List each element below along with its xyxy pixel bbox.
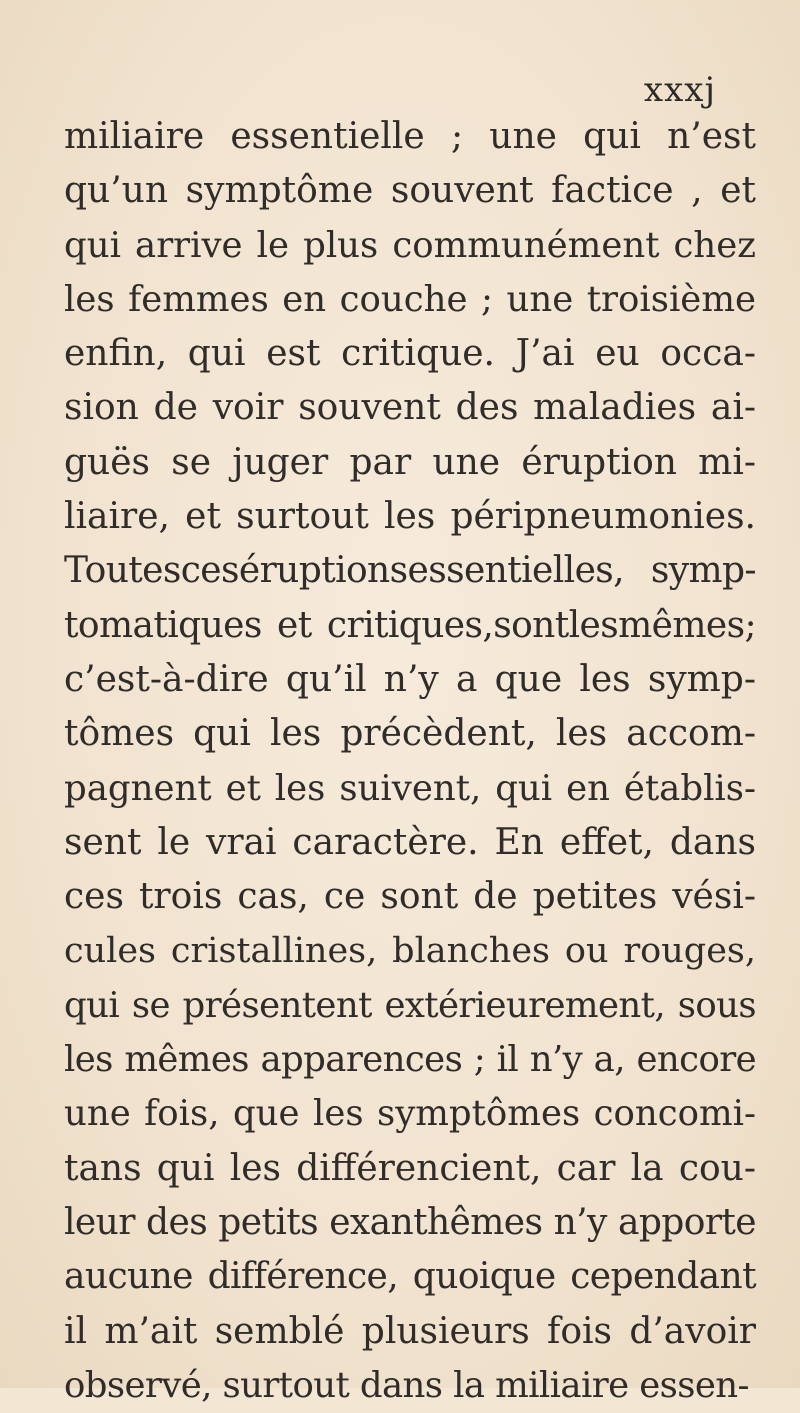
text-line: miliaire essentielle ; une qui n’est [64, 116, 756, 157]
text-line: tans qui les différencient, car la cou- [64, 1147, 756, 1189]
text-line: qu’un symptôme souvent factice , et [64, 170, 756, 212]
text-line: qui se présentent extérieurement, sous [64, 984, 756, 1026]
text-line: Toutesceséruptionsessentielles, symp- [64, 550, 756, 592]
text-line: sion de voir souvent des maladies ai- [64, 387, 756, 429]
text-line: c’est-à-dire qu’il n’y a que les symp- [64, 658, 756, 700]
text-line: enfin, qui est critique. J’ai eu occa- [64, 333, 756, 375]
text-line: tomatiques et critiques,sontlesmêmes; [64, 604, 756, 646]
text-line: les femmes en couche ; une troisième [64, 278, 756, 320]
text-line: aucune différence, quoique cependant [64, 1256, 756, 1298]
text-line: ces trois cas, ce sont de petites vési- [64, 876, 756, 918]
text-line: leur des petits exanthêmes n’y apporte [64, 1201, 756, 1243]
text-line: cules cristallines, blanches ou rouges, [64, 931, 756, 972]
text-line: qui arrive le plus communément chez [64, 224, 756, 266]
text-line: liaire, et surtout les péripneumonies. [64, 496, 756, 538]
text-line: pagnent et les suivent, qui en établis- [64, 767, 756, 809]
text-line: tômes qui les précèdent, les accom- [64, 713, 756, 755]
text-line: observé, surtout dans la miliaire essen- [64, 1364, 749, 1406]
text-line: il m’ait semblé plusieurs fois d’avoir [64, 1310, 756, 1352]
page-number: xxxj [643, 70, 716, 110]
text-line: sent le vrai caractère. En effet, dans [64, 821, 756, 863]
text-line: une fois, que les symptômes concomi- [64, 1093, 756, 1135]
body-text [64, 110, 756, 1413]
text-line: guës se juger par une éruption mi- [64, 441, 756, 483]
text-line: les mêmes apparences ; il n’y a, encore [64, 1039, 756, 1081]
